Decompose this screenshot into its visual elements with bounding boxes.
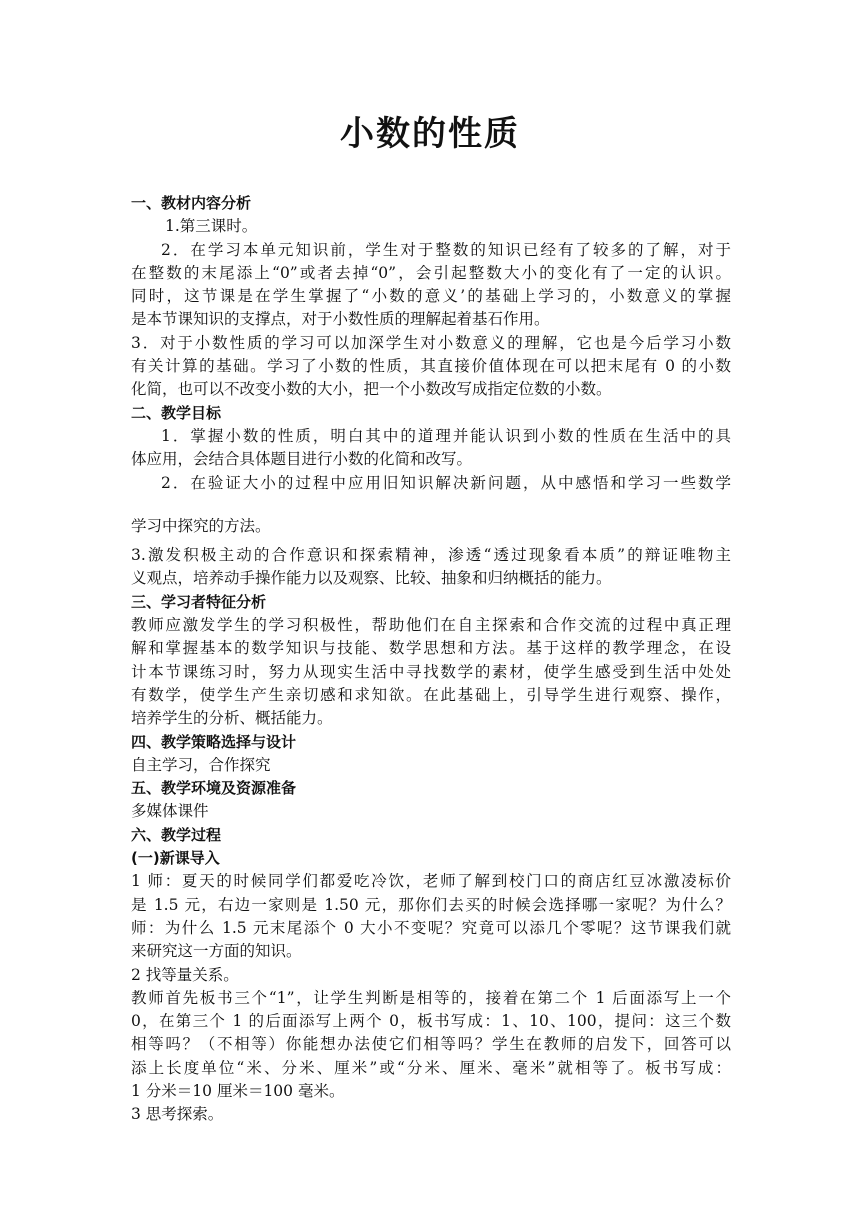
text-line: 3．对于小数性质的学习可以加深学生对小数意义的理解，它也是今后学习小数 [131, 333, 731, 352]
text-line: 2．在学习本单元知识前，学生对于整数的知识已经有了较多的了解，对于 [161, 240, 731, 259]
text-line: 计本节课练习时，努力从现实生活中寻找数学的素材，使学生感受到生活中处处 [131, 662, 731, 681]
document-body [131, 192, 731, 1127]
text-line: 义观点，培养动手操作能力以及观察、比较、抽象和归纳概括的能力。 [131, 569, 612, 588]
text-line: 有关计算的基础。学习了小数的性质，其直接价值体现在可以把末尾有 0 的小数 [131, 357, 731, 376]
text-line: 师：为什么 1.5 元末尾添个 0 大小不变呢？究竟可以添几个零呢？这节课我们就 [131, 918, 731, 937]
text-line: 1．掌握小数的性质，明白其中的道理并能认识到小数的性质在生活中的具 [161, 426, 731, 445]
text-line: 教师首先板书三个“1”，让学生判断是相等的，接着在第二个 1 后面添写上一个 [131, 988, 731, 1007]
text-line: 同时，这节课是在学生掌握了“小数的意义’的基础上学习的，小数意义的掌握 [131, 287, 731, 306]
text-line: 在整数的末尾添上“0”或者去掉“0”，会引起整数大小的变化有了一定的认识。 [131, 263, 731, 282]
text-line: 学习中探究的方法。 [131, 516, 271, 535]
text-line: 培养学生的分析、概括能力。 [131, 709, 333, 728]
section-heading: 五、教学环境及资源准备 [131, 779, 297, 798]
text-line: 1 分米＝10 厘米＝100 毫米。 [131, 1081, 345, 1100]
section-heading: 二、教学目标 [131, 403, 222, 422]
text-line: 教师应激发学生的学习积极性，帮助他们在自主探索和合作交流的过程中真正理 [131, 616, 731, 635]
text-line: 体应用，会结合具体题目进行小数的化简和改写。 [131, 450, 473, 469]
text-line: 3 思考探索。 [131, 1105, 224, 1124]
text-line: 化简，也可以不改变小数的大小，把一个小数改写成指定位数的小数。 [131, 380, 612, 399]
text-line: 3.激发积极主动的合作意识和探索精神，渗透“透过现象看本质”的辩证唯物主 [131, 546, 731, 565]
text-line: 1.第三课时。 [165, 217, 258, 236]
document-title: 小数的性质 [340, 114, 520, 154]
section-heading: 三、学习者特征分析 [131, 592, 267, 611]
text-line: 0，在第三个 1 的后面添写上两个 0，板书写成：1、10、100，提问：这三个数 [131, 1012, 731, 1031]
text-line: 有数学，使学生产生亲切感和求知欲。在此基础上，引导学生进行观察、操作， [131, 685, 731, 704]
text-line: 添上长度单位“米、分米、厘米”或“分米、厘米、毫米”就相等了。板书写成： [131, 1058, 731, 1077]
spacer [131, 495, 731, 515]
text-line: 来研究这一方面的知识。 [131, 942, 302, 961]
section-heading: 四、教学策略选择与设计 [131, 732, 297, 751]
section-heading: 六、教学过程 [131, 825, 222, 844]
section-heading: 一、教材内容分析 [131, 194, 252, 212]
text-line: 相等吗？（不相等）你能想办法使它们相等吗？学生在教师的启发下，回答可以 [131, 1035, 731, 1054]
text-line: 1 师：夏天的时候同学们都爱吃冷饮，老师了解到校门口的商店红豆冰激凌标价 [131, 872, 731, 891]
text-line: 解和掌握基本的数学知识与技能、数学思想和方法。基于这样的教学理念，在设 [131, 639, 731, 658]
section-heading: (一)新课导入 [131, 849, 220, 868]
text-line: 2 找等量关系。 [131, 965, 239, 984]
text-line: 是本节课知识的支撑点，对于小数性质的理解起着基石作用。 [131, 310, 550, 329]
text-line: 多媒体课件 [131, 802, 209, 821]
text-line: 自主学习，合作探究 [131, 755, 271, 774]
text-line: 2．在验证大小的过程中应用旧知识解决新问题，从中感悟和学习一些数学 [161, 473, 731, 492]
text-line: 是 1.5 元，右边一家则是 1.50 元，那你们去买的时候会选择哪一家呢？为什么？ [131, 895, 731, 914]
